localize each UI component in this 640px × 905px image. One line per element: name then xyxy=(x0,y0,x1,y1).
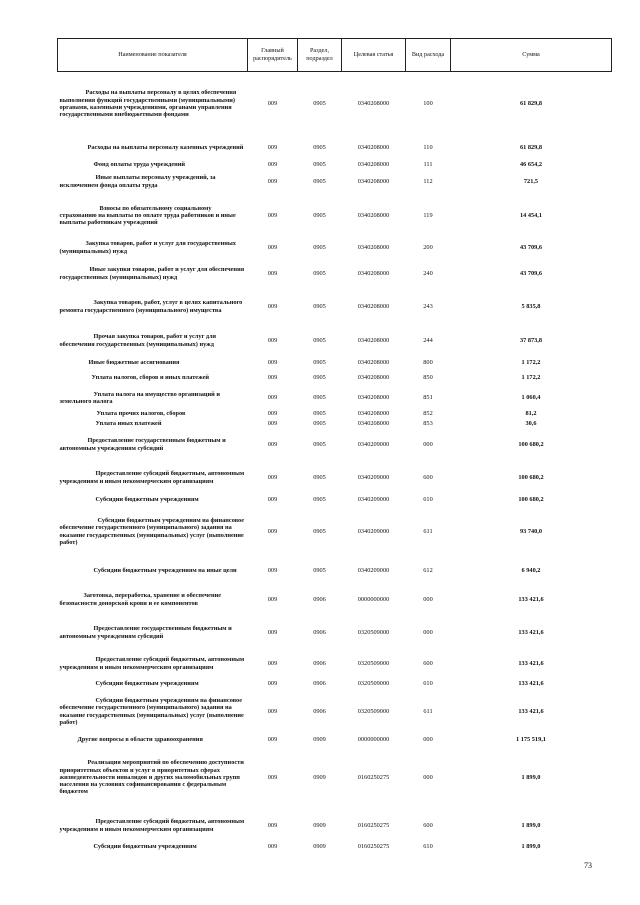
row-rz-cell: 0905 xyxy=(313,495,326,503)
row-gr-cell: 009 xyxy=(267,243,278,251)
row-rz-cell: 0905 xyxy=(313,419,326,427)
row-name-cell xyxy=(58,649,248,679)
row-rz-cell: 0909 xyxy=(313,773,326,781)
table-row xyxy=(58,290,612,324)
row-gr-cell: 009 xyxy=(267,821,278,829)
row-name-cell xyxy=(58,495,248,505)
table-row xyxy=(58,689,612,735)
row-gr-cell: 009 xyxy=(267,336,278,344)
row-rz-cell: 0905 xyxy=(313,440,326,448)
row-name-cell xyxy=(58,258,248,290)
row-sum-cell: 100 680,2 xyxy=(518,495,544,503)
row-sum-cell: 43 709,6 xyxy=(519,243,543,251)
row-sum-cell: 30,6 xyxy=(525,419,537,427)
row-cs-cell: 0340208000 xyxy=(357,100,390,108)
row-cs-cell: 0340209000 xyxy=(357,495,390,503)
row-gr-cell: 009 xyxy=(267,679,278,687)
table-row xyxy=(58,841,612,853)
row-gr-cell: 009 xyxy=(267,269,278,277)
row-name: Уплата налога на имущество организаций и земельного налога xyxy=(59,390,220,405)
row-cs-cell: 0320509000 xyxy=(357,707,390,715)
table-row xyxy=(58,136,612,160)
table-row xyxy=(58,617,612,649)
row-name-cell xyxy=(58,735,248,745)
row-name: Субсидии бюджетным учреждениям xyxy=(93,842,197,850)
row-gr-cell: 009 xyxy=(267,527,278,535)
table-row xyxy=(58,409,612,419)
table-row xyxy=(58,358,612,368)
row-rz-cell: 0905 xyxy=(313,143,326,151)
row-name-cell xyxy=(58,368,248,388)
row-name-cell xyxy=(58,679,248,689)
row-sum-cell: 1 172,2 xyxy=(521,358,541,366)
row-sum-cell: 14 454,1 xyxy=(519,211,543,219)
row-rz-cell: 0909 xyxy=(313,821,326,829)
row-name: Субсидии бюджетным учреждениям xyxy=(95,679,199,687)
row-vr-cell: 852 xyxy=(423,409,433,417)
header-manager: Главный распорядитель xyxy=(248,39,298,72)
row-name-cell xyxy=(58,170,248,194)
row-rz-cell: 0905 xyxy=(313,269,326,277)
row-sum-cell: 81,2 xyxy=(525,409,537,417)
row-gr-cell: 009 xyxy=(267,628,278,636)
row-name-cell xyxy=(58,841,248,853)
row-name: Расходы на выплаты персоналу казенных учреждений xyxy=(87,143,244,151)
row-gr-cell: 009 xyxy=(267,440,278,448)
table-row xyxy=(58,72,612,136)
row-name-cell xyxy=(58,194,248,238)
row-sum-cell: 100 680,2 xyxy=(518,473,544,481)
row-cs-cell: 0340208000 xyxy=(357,269,390,277)
row-gr-cell: 009 xyxy=(267,177,278,185)
row-vr-cell: 853 xyxy=(423,419,433,427)
row-name-cell xyxy=(58,136,248,160)
table-body xyxy=(58,72,612,853)
row-name-cell xyxy=(58,290,248,324)
row-name: Уплата иных платежей xyxy=(95,419,162,427)
row-vr-cell: 119 xyxy=(423,211,433,219)
row-rz-cell: 0905 xyxy=(313,358,326,366)
row-name-cell xyxy=(58,358,248,368)
row-rz-cell: 0909 xyxy=(313,735,326,743)
row-name: Другие вопросы в области здравоохранения xyxy=(77,735,203,743)
row-cs-cell: 0320509000 xyxy=(357,628,390,636)
row-sum-cell: 1 899,0 xyxy=(521,842,541,850)
row-gr-cell: 009 xyxy=(267,735,278,743)
row-sum-cell: 93 740,0 xyxy=(519,527,543,535)
row-vr-cell: 800 xyxy=(423,358,433,366)
row-name: Фонд оплаты труда учреждений xyxy=(93,160,185,168)
header-target: Целевая статья xyxy=(342,39,406,72)
row-sum-cell: 721,5 xyxy=(523,177,539,185)
row-name-cell xyxy=(58,238,248,258)
row-vr-cell: 612 xyxy=(423,566,433,574)
row-name: Взносы по обязательному социальному страхованию на выплаты по оплате труда работников и иные выплаты работникам учреждений xyxy=(59,204,236,227)
row-rz-cell: 0905 xyxy=(313,243,326,251)
row-rz-cell: 0905 xyxy=(313,177,326,185)
row-cs-cell: 0340208000 xyxy=(357,419,390,427)
row-gr-cell: 009 xyxy=(267,566,278,574)
row-name: Прочая закупка товаров, работ и услуг для обеспечения государственных (муниципальных) нужд xyxy=(59,333,217,348)
row-rz-cell: 0906 xyxy=(313,707,326,715)
row-cs-cell: 0000000000 xyxy=(357,595,390,603)
row-cs-cell: 0160250275 xyxy=(357,842,390,850)
budget-table-container xyxy=(57,38,611,853)
table-row xyxy=(58,811,612,841)
row-cs-cell: 0340208000 xyxy=(357,409,390,417)
row-rz-cell: 0905 xyxy=(313,473,326,481)
row-vr-cell: 610 xyxy=(423,679,433,687)
table-row xyxy=(58,160,612,170)
row-cs-cell: 0320509000 xyxy=(357,679,390,687)
row-sum-cell: 37 873,8 xyxy=(519,336,543,344)
row-sum-cell: 6 940,2 xyxy=(521,566,541,574)
row-sum-cell: 1 899,0 xyxy=(521,773,541,781)
header-sum: Сумма xyxy=(451,39,612,72)
row-name: Уплата налогов, сборов и иных платежей xyxy=(91,373,209,381)
row-vr-cell: 000 xyxy=(423,440,433,448)
row-cs-cell: 0340208000 xyxy=(357,302,390,310)
budget-table xyxy=(57,38,612,853)
table-row xyxy=(58,258,612,290)
row-rz-cell: 0905 xyxy=(313,336,326,344)
row-cs-cell: 0340208000 xyxy=(357,143,390,151)
row-name: Субсидии бюджетным учреждениям на иные цели xyxy=(93,566,237,574)
table-row xyxy=(58,735,612,745)
row-vr-cell: 600 xyxy=(423,659,433,667)
table-row xyxy=(58,495,612,505)
row-name: Предоставление субсидий бюджетным, автономным учреждениям и иным некоммерческим организациям xyxy=(59,470,245,485)
row-gr-cell: 009 xyxy=(267,707,278,715)
row-name-cell xyxy=(58,388,248,409)
row-name: Заготовка, переработка, хранение и обеспечение безопасности донорской крови и ее компонентов xyxy=(59,592,221,607)
row-name-cell xyxy=(58,72,248,136)
row-vr-cell: 000 xyxy=(423,773,433,781)
row-name: Иные бюджетные ассигнования xyxy=(88,358,180,366)
row-name-cell xyxy=(58,811,248,841)
row-gr-cell: 009 xyxy=(267,302,278,310)
row-name: Иные выплаты персоналу учреждений, за исключением фонда оплаты труда xyxy=(59,174,216,189)
row-vr-cell: 610 xyxy=(423,842,433,850)
row-rz-cell: 0905 xyxy=(313,160,326,168)
row-sum-cell: 5 835,8 xyxy=(521,302,541,310)
row-rz-cell: 0906 xyxy=(313,679,326,687)
row-vr-cell: 000 xyxy=(423,735,433,743)
row-sum-cell: 61 829,8 xyxy=(519,143,543,151)
row-sum-cell: 133 421,6 xyxy=(518,595,544,603)
table-row xyxy=(58,649,612,679)
row-gr-cell: 009 xyxy=(267,842,278,850)
row-name-cell xyxy=(58,559,248,583)
row-name-cell xyxy=(58,461,248,495)
header-type: Вид расхода xyxy=(406,39,451,72)
row-name: Уплата прочих налогов, сборов xyxy=(96,409,186,417)
table-row xyxy=(58,429,612,461)
table-row xyxy=(58,194,612,238)
row-gr-cell: 009 xyxy=(267,100,278,108)
row-rz-cell: 0905 xyxy=(313,409,326,417)
row-name-cell xyxy=(58,583,248,617)
row-name: Субсидии бюджетным учреждениям на финансовое обеспечение государственного (муниципального) задания на оказание государственных (муниципальных) услуг (выполнение работ) xyxy=(59,697,244,726)
row-vr-cell: 600 xyxy=(423,473,433,481)
row-name-cell xyxy=(58,505,248,559)
row-vr-cell: 610 xyxy=(423,495,433,503)
row-cs-cell: 0340209000 xyxy=(357,527,390,535)
row-rz-cell: 0909 xyxy=(313,842,326,850)
table-row xyxy=(58,505,612,559)
row-sum-cell: 1 172,2 xyxy=(521,373,541,381)
row-name-cell xyxy=(58,409,248,419)
row-sum-cell: 133 421,6 xyxy=(518,628,544,636)
row-cs-cell: 0340208000 xyxy=(357,177,390,185)
row-sum-cell: 133 421,6 xyxy=(518,679,544,687)
row-vr-cell: 000 xyxy=(423,595,433,603)
row-cs-cell: 0000000000 xyxy=(357,735,390,743)
row-gr-cell: 009 xyxy=(267,160,278,168)
row-cs-cell: 0340209000 xyxy=(357,440,390,448)
row-sum-cell: 61 829,8 xyxy=(519,100,543,108)
row-sum-cell: 1 175 519,1 xyxy=(516,735,546,743)
row-rz-cell: 0905 xyxy=(313,100,326,108)
row-name-cell xyxy=(58,419,248,429)
row-cs-cell: 0340208000 xyxy=(357,373,390,381)
row-cs-cell: 0340208000 xyxy=(357,358,390,366)
row-vr-cell: 240 xyxy=(423,269,433,277)
row-cs-cell: 0340208000 xyxy=(357,336,390,344)
row-cs-cell: 0340209000 xyxy=(357,566,390,574)
row-gr-cell: 009 xyxy=(267,358,278,366)
row-vr-cell: 112 xyxy=(423,177,433,185)
row-sum-cell: 1 060,4 xyxy=(521,394,541,402)
table-row xyxy=(58,419,612,429)
row-sum-cell: 133 421,6 xyxy=(518,707,544,715)
row-cs-cell: 0160250275 xyxy=(357,773,390,781)
row-gr-cell: 009 xyxy=(267,595,278,603)
row-name: Реализация мероприятий по обеспечению доступности приоритетных объектов и услуг в приоритетных сферах жизнедеятельности инвалидов и других маломобильных групп населения на условиях софинансирования с федеральным бюджетом xyxy=(59,759,244,796)
row-name: Предоставление субсидий бюджетным, автономным учреждениям и иным некоммерческим организациям xyxy=(59,656,245,671)
row-rz-cell: 0906 xyxy=(313,628,326,636)
page-number: 73 xyxy=(584,861,592,870)
row-gr-cell: 009 xyxy=(267,373,278,381)
row-rz-cell: 0905 xyxy=(313,373,326,381)
row-name: Предоставление государственным бюджетным и автономным учреждениям субсидий xyxy=(59,437,226,452)
row-name: Субсидии бюджетным учреждениям xyxy=(95,495,199,503)
table-row xyxy=(58,238,612,258)
row-gr-cell: 009 xyxy=(267,473,278,481)
row-vr-cell: 110 xyxy=(423,143,433,151)
row-vr-cell: 611 xyxy=(423,707,433,715)
row-gr-cell: 009 xyxy=(267,211,278,219)
row-name-cell xyxy=(58,324,248,358)
row-gr-cell: 009 xyxy=(267,773,278,781)
table-row xyxy=(58,170,612,194)
row-vr-cell: 200 xyxy=(423,243,433,251)
table-row xyxy=(58,583,612,617)
row-name-cell xyxy=(58,745,248,811)
row-rz-cell: 0905 xyxy=(313,394,326,402)
row-name-cell xyxy=(58,160,248,170)
row-name: Закупка товаров, работ и услуг для государственных (муниципальных) нужд xyxy=(59,240,236,255)
row-gr-cell: 009 xyxy=(267,419,278,427)
row-vr-cell: 111 xyxy=(423,160,433,168)
row-cs-cell: 0340208000 xyxy=(357,160,390,168)
row-vr-cell: 100 xyxy=(423,100,433,108)
row-gr-cell: 009 xyxy=(267,394,278,402)
row-name: Предоставление субсидий бюджетным, автономным учреждениям и иным некоммерческим организациям xyxy=(59,818,245,833)
table-row xyxy=(58,461,612,495)
row-name-cell xyxy=(58,617,248,649)
table-header xyxy=(58,39,612,72)
table-row xyxy=(58,679,612,689)
row-vr-cell: 000 xyxy=(423,628,433,636)
row-gr-cell: 009 xyxy=(267,659,278,667)
row-rz-cell: 0905 xyxy=(313,527,326,535)
row-cs-cell: 0340209000 xyxy=(357,473,390,481)
row-gr-cell: 009 xyxy=(267,143,278,151)
row-rz-cell: 0905 xyxy=(313,566,326,574)
row-name: Предоставление государственным бюджетным и автономным учреждениям субсидий xyxy=(59,625,232,640)
row-sum-cell: 43 709,6 xyxy=(519,269,543,277)
row-sum-cell: 100 680,2 xyxy=(518,440,544,448)
row-vr-cell: 244 xyxy=(423,336,433,344)
row-rz-cell: 0906 xyxy=(313,659,326,667)
header-section: Раздел, подраздел xyxy=(298,39,342,72)
row-vr-cell: 611 xyxy=(423,527,433,535)
table-row xyxy=(58,368,612,388)
row-cs-cell: 0340208000 xyxy=(357,243,390,251)
row-rz-cell: 0906 xyxy=(313,595,326,603)
row-vr-cell: 851 xyxy=(423,394,433,402)
row-name-cell xyxy=(58,689,248,735)
table-row xyxy=(58,388,612,409)
row-name: Закупка товаров, работ, услуг в целях капитального ремонта государственного (муниципального) имущества xyxy=(59,299,243,314)
table-row xyxy=(58,324,612,358)
row-rz-cell: 0905 xyxy=(313,302,326,310)
row-vr-cell: 243 xyxy=(423,302,433,310)
row-sum-cell: 133 421,6 xyxy=(518,659,544,667)
row-name: Иные закупки товаров, работ и услуг для обеспечения государственных (муниципальных) нужд xyxy=(59,266,245,281)
row-sum-cell: 46 654,2 xyxy=(519,160,543,168)
row-cs-cell: 0160250275 xyxy=(357,821,390,829)
row-vr-cell: 600 xyxy=(423,821,433,829)
row-name: Расходы на выплаты персоналу в целях обеспечения выполнения функций государственными (муниципальными) органами, казенными учреждениями, органами управления государственными внебюджетными фондами xyxy=(59,89,237,118)
table-row xyxy=(58,745,612,811)
row-name: Субсидии бюджетным учреждениям на финансовое обеспечение государственного (муниципального) задания на оказание государственных (муниципальных) услуг (выполнение работ) xyxy=(59,517,245,546)
row-vr-cell: 850 xyxy=(423,373,433,381)
row-cs-cell: 0320509000 xyxy=(357,659,390,667)
header-name: Наименование показателя xyxy=(58,39,248,72)
row-gr-cell: 009 xyxy=(267,409,278,417)
row-gr-cell: 009 xyxy=(267,495,278,503)
row-cs-cell: 0340208000 xyxy=(357,394,390,402)
table-row xyxy=(58,559,612,583)
row-name-cell xyxy=(58,429,248,461)
row-rz-cell: 0905 xyxy=(313,211,326,219)
row-cs-cell: 0340208000 xyxy=(357,211,390,219)
row-sum-cell: 1 899,0 xyxy=(521,821,541,829)
